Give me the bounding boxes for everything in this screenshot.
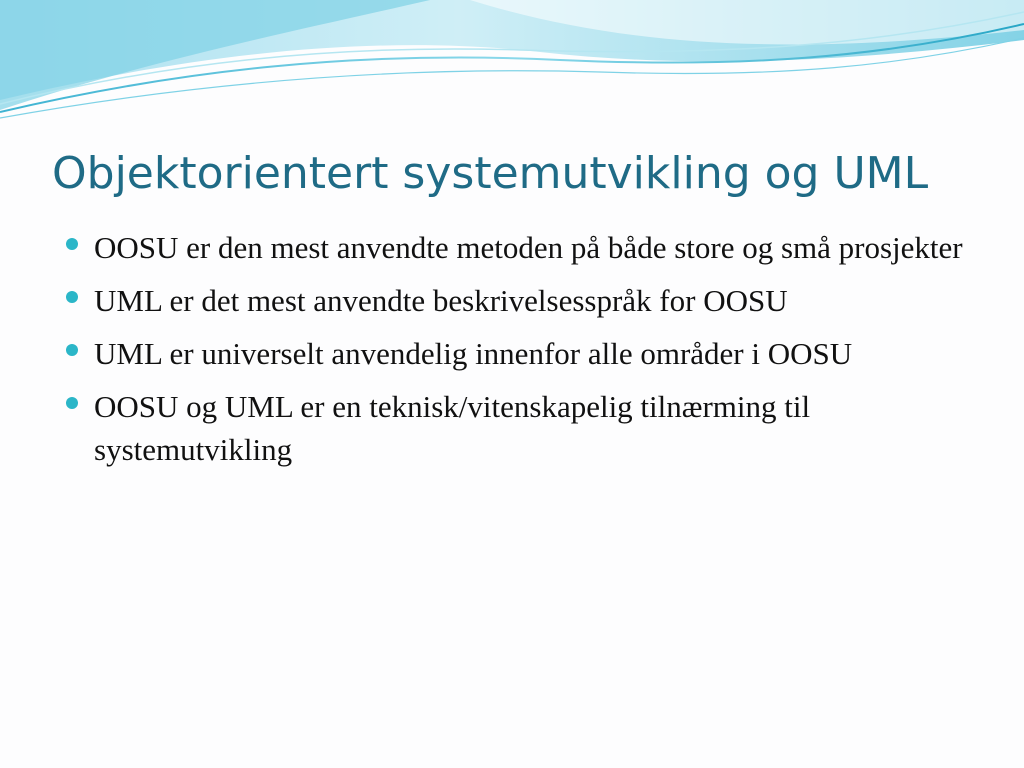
bullet-item — [64, 226, 979, 269]
slide-title: Objektorientert systemutvikling og UML — [52, 148, 929, 199]
bullet-list — [64, 226, 979, 481]
bullet-text: OOSU er den mest anvendte metoden på både store og små prosjekter — [94, 230, 963, 265]
bullet-item — [64, 385, 979, 471]
bullet-marker-icon — [66, 344, 78, 356]
bullet-marker-icon — [66, 397, 78, 409]
bullet-text: UML er det mest anvendte beskrivelsesspråk for OOSU — [94, 283, 788, 318]
bullet-item — [64, 332, 979, 375]
bullet-marker-icon — [66, 291, 78, 303]
bullet-item — [64, 279, 979, 322]
bullet-text: UML er universelt anvendelig innenfor alle områder i OOSU — [94, 336, 853, 371]
bullet-marker-icon — [66, 238, 78, 250]
bullet-text: OOSU og UML er en teknisk/vitenskapelig tilnærming til systemutvikling — [94, 389, 811, 467]
header-wave-decoration — [0, 0, 1024, 130]
